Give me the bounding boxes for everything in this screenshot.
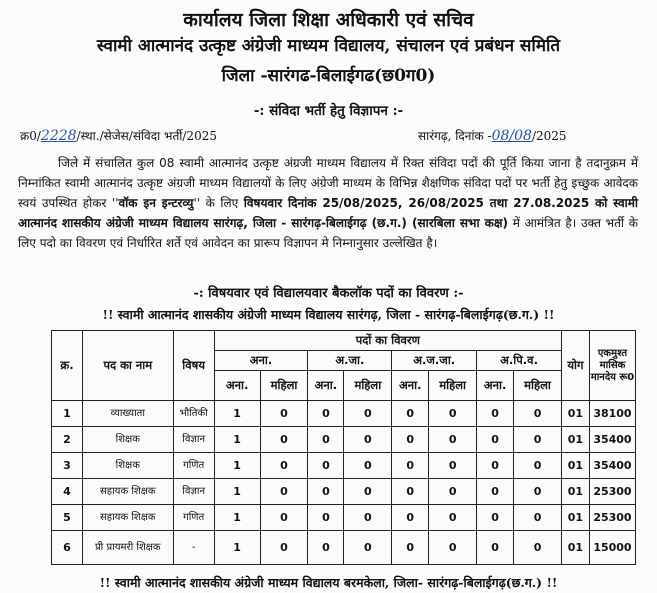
subject-heading: -: संविदा भर्ती हेतु विज्ञापन :- bbox=[253, 103, 404, 119]
cell-sn: 6 bbox=[52, 531, 83, 565]
cell-c4: 0 bbox=[344, 505, 392, 531]
cell-c7: 0 bbox=[477, 531, 514, 565]
table-row bbox=[52, 505, 636, 531]
cell-post: व्याख्याता bbox=[82, 401, 173, 427]
para-dates: विषयवार दिनांक 25/08/2025, 26/08/2025 तथा 27.08.2025 को स्वामी आत्मानंद शासकीय अंग्रेजी माध्यम विद्यालय सारंगढ़, जिला - सारंगढ़-बिलाईगढ़ (छ.ग.) (सारबिला सभा कक्ष) bbox=[18, 196, 639, 230]
header-sn: क्र. bbox=[52, 331, 83, 401]
district-title: जिला -सारंगढ-बिलाईगढ(छ0ग0) bbox=[221, 66, 436, 86]
cell-c5: 0 bbox=[392, 505, 429, 531]
cell-c1: 1 bbox=[214, 453, 260, 479]
cell-total: 01 bbox=[561, 479, 589, 505]
cell-c8: 0 bbox=[514, 531, 562, 565]
header-subject: विषय bbox=[173, 331, 214, 401]
cell-c3: 0 bbox=[308, 505, 344, 531]
cell-c5: 0 bbox=[392, 479, 429, 505]
cell-c6: 0 bbox=[429, 479, 477, 505]
cell-total: 01 bbox=[561, 401, 589, 427]
subheader-mahila-1: महिला bbox=[260, 371, 308, 401]
subheader-mahila-3: महिला bbox=[429, 371, 477, 401]
cell-c7: 0 bbox=[477, 453, 514, 479]
cell-c8: 0 bbox=[514, 453, 562, 479]
header-total: योग bbox=[561, 331, 589, 401]
cell-c2: 0 bbox=[260, 505, 308, 531]
para-part3: में आमंत्रित है। उक्त भर्ती के लिए पदो का विवरण एवं निर्धारित शर्ते एवं आवेदन का प्रारूप विज्ञापन मे निम्नानुसार उल्लेखित है। bbox=[18, 216, 638, 250]
cell-c2: 0 bbox=[260, 401, 308, 427]
cell-salary: 35400 bbox=[589, 427, 635, 453]
para-part2: '' के लिए bbox=[193, 196, 244, 210]
header-post: पद का नाम bbox=[82, 331, 173, 401]
cell-c1: 1 bbox=[214, 531, 260, 565]
school-heading-sarangarh: !! स्वामी आत्मानंद शासकीय अंग्रेजी माध्यम विद्यालय सारंगढ़, जिला - सारंगढ़-बिलाईगढ़(छ.ग.) !! bbox=[102, 307, 555, 322]
cell-post: प्री प्रायमरी शिक्षक bbox=[82, 531, 173, 565]
cell-subject: विज्ञान bbox=[173, 427, 214, 453]
cell-c4: 0 bbox=[344, 427, 392, 453]
cell-c6: 0 bbox=[429, 453, 477, 479]
cell-salary: 25300 bbox=[589, 479, 635, 505]
cell-salary: 35400 bbox=[589, 453, 635, 479]
cell-c1: 1 bbox=[214, 401, 260, 427]
cell-sn: 4 bbox=[52, 479, 83, 505]
section-title: -: विषयवार एवं विद्यालयवार बैकलॉक पदों का विवरण :- bbox=[193, 286, 464, 301]
cell-salary: 15000 bbox=[589, 531, 635, 565]
cell-post: सहायक शिक्षक bbox=[82, 505, 173, 531]
cell-c7: 0 bbox=[477, 427, 514, 453]
cell-c5: 0 bbox=[392, 427, 429, 453]
cell-c1: 1 bbox=[214, 505, 260, 531]
header-salary: एकमुश्त मासिक मानदेय रू0 bbox=[589, 331, 635, 401]
subheader-an-4: अना. bbox=[477, 371, 514, 401]
ref-year: /2025 bbox=[531, 129, 567, 143]
ref-place: सारंगढ़, दिनांक - bbox=[418, 129, 492, 143]
reference-number bbox=[20, 127, 217, 144]
ref-number-handwritten: 2228 bbox=[40, 128, 77, 144]
cell-c4: 0 bbox=[344, 479, 392, 505]
cell-subject: - bbox=[173, 531, 214, 565]
cell-c2: 0 bbox=[260, 453, 308, 479]
subheader-mahila-4: महिला bbox=[514, 371, 562, 401]
table-row bbox=[52, 531, 636, 565]
ref-prefix: क्र0/ bbox=[20, 129, 41, 143]
table-row bbox=[52, 427, 636, 453]
cell-c4: 0 bbox=[344, 401, 392, 427]
table-row bbox=[52, 479, 636, 505]
para-part1: जिले में संचालित कुल 08 स्वामी आत्मानंद उत्कृष्ट अंग्रजी माध्यम विद्यालय में रिक्त संविदा पदों की पूर्ति किया जाना है तदानुक्रम में निम्नांकित स्वामी आत्मानंद उत्कृष्ट अंग्रजी माध्यम विद्यालयों के लिए अंग्रेजी माध्यम के विभिन्न शैक्षणिक संविदा पदों पर भर्ती हेतु इच्छुक आवेदक स्वयं उपस्थित होकर '' bbox=[18, 156, 638, 210]
cell-c7: 0 bbox=[477, 479, 514, 505]
ref-date-handwritten: 08/08 bbox=[491, 128, 532, 144]
table-row bbox=[52, 401, 636, 427]
cell-sn: 5 bbox=[52, 505, 83, 531]
cell-total: 01 bbox=[561, 531, 589, 565]
table-row bbox=[52, 453, 636, 479]
para-walkin: वॉक इन इन्टरव्यु bbox=[118, 196, 194, 210]
cell-c8: 0 bbox=[514, 479, 562, 505]
office-title: कार्यालय जिला शिक्षा अधिकारी एवं सचिव bbox=[183, 9, 474, 31]
cell-sn: 2 bbox=[52, 427, 83, 453]
cell-c3: 0 bbox=[308, 427, 344, 453]
cell-c3: 0 bbox=[308, 479, 344, 505]
cell-c4: 0 bbox=[344, 531, 392, 565]
subheader-mahila-2: महिला bbox=[344, 371, 392, 401]
cell-post: शिक्षक bbox=[82, 453, 173, 479]
cell-c3: 0 bbox=[308, 531, 344, 565]
cell-c7: 0 bbox=[477, 401, 514, 427]
header-apiv: अ.पि.व. bbox=[477, 351, 562, 371]
committee-title: स्वामी आत्मानंद उत्कृष्ट अंग्रेजी माध्यम विद्यालय, संचालन एवं प्रबंधन समिति bbox=[96, 36, 561, 56]
cell-c3: 0 bbox=[308, 401, 344, 427]
school-heading-baramkela: !! स्वामी आत्मानंद शासकीय अंग्रेजी माध्यम विद्यालय बरमकेला, जिला- सारंगढ़-बिलाईगढ़(छ.ग.) !! bbox=[99, 575, 558, 590]
cell-c2: 0 bbox=[260, 531, 308, 565]
cell-post: सहायक शिक्षक bbox=[82, 479, 173, 505]
cell-c5: 0 bbox=[392, 453, 429, 479]
subheader-an-2: अना. bbox=[308, 371, 344, 401]
cell-c6: 0 bbox=[429, 427, 477, 453]
cell-c8: 0 bbox=[514, 401, 562, 427]
cell-subject: गणित bbox=[173, 453, 214, 479]
header-an: अना. bbox=[214, 351, 308, 371]
reference-date bbox=[418, 127, 567, 144]
cell-total: 01 bbox=[561, 453, 589, 479]
cell-total: 01 bbox=[561, 505, 589, 531]
cell-subject: भौतिकी bbox=[173, 401, 214, 427]
cell-salary: 25300 bbox=[589, 505, 635, 531]
cell-c6: 0 bbox=[429, 505, 477, 531]
cell-c8: 0 bbox=[514, 505, 562, 531]
cell-c6: 0 bbox=[429, 401, 477, 427]
cell-c1: 1 bbox=[214, 479, 260, 505]
cell-c5: 0 bbox=[392, 401, 429, 427]
posts-table bbox=[51, 330, 636, 565]
subheader-an-3: अना. bbox=[392, 371, 429, 401]
cell-c7: 0 bbox=[477, 505, 514, 531]
cell-c1: 1 bbox=[214, 427, 260, 453]
cell-c2: 0 bbox=[260, 427, 308, 453]
cell-sn: 3 bbox=[52, 453, 83, 479]
header-aja: अ.जा. bbox=[308, 351, 392, 371]
cell-total: 01 bbox=[561, 427, 589, 453]
cell-c5: 0 bbox=[392, 531, 429, 565]
cell-c3: 0 bbox=[308, 453, 344, 479]
subheader-an-1: अना. bbox=[214, 371, 260, 401]
cell-c2: 0 bbox=[260, 479, 308, 505]
cell-c8: 0 bbox=[514, 427, 562, 453]
header-details: पदों का विवरण bbox=[214, 331, 561, 351]
cell-post: शिक्षक bbox=[82, 427, 173, 453]
cell-subject: विज्ञान bbox=[173, 479, 214, 505]
cell-subject: गणित bbox=[173, 505, 214, 531]
cell-sn: 1 bbox=[52, 401, 83, 427]
cell-c6: 0 bbox=[429, 531, 477, 565]
ref-suffix: /स्था./सेजेस/संविदा भर्ती/2025 bbox=[76, 129, 217, 143]
header-ajja: अ.ज.जा. bbox=[392, 351, 477, 371]
advertisement-paragraph bbox=[18, 153, 638, 253]
cell-salary: 38100 bbox=[589, 401, 635, 427]
cell-c4: 0 bbox=[344, 453, 392, 479]
